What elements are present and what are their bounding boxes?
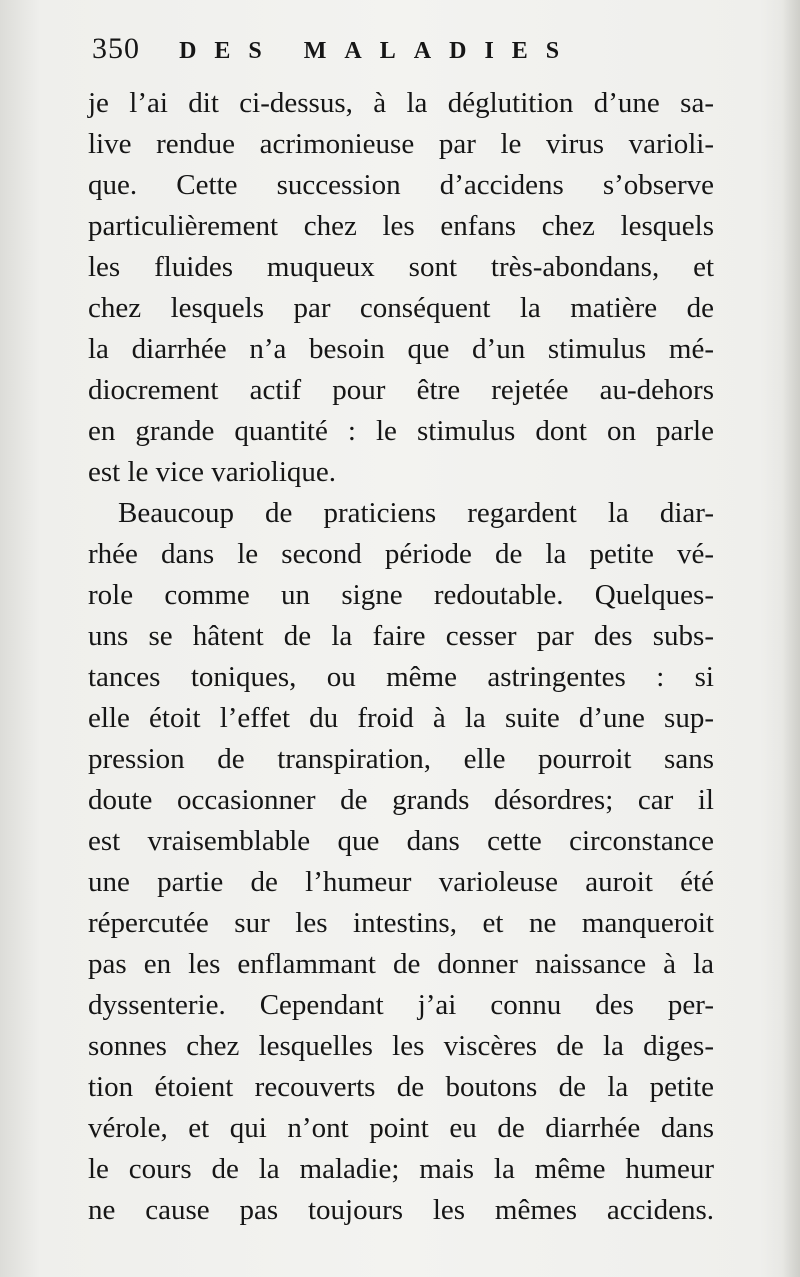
text-line-paragraph-end: est le vice variolique.: [88, 456, 337, 488]
text-line: sonnes chez lesquelles les viscères de la diges-: [88, 1030, 714, 1062]
text-line: doute occasionner de grands désordres; car il: [88, 784, 714, 816]
page-edge-shadow: [782, 0, 800, 1277]
text-line: live rendue acrimonieuse par le virus varioli-: [88, 128, 714, 160]
text-line: uns se hâtent de la faire cesser par des subs-: [88, 620, 714, 652]
text-line: role comme un signe redoutable. Quelques-: [88, 579, 714, 611]
text-line: tion étoient recouverts de boutons de la petite: [88, 1071, 714, 1103]
text-line: rhée dans le second période de la petite vé-: [88, 538, 714, 570]
text-line: la diarrhée n’a besoin que d’un stimulus mé-: [88, 333, 714, 365]
text-line: dyssenterie. Cependant j’ai connu des per-: [88, 989, 714, 1021]
text-line: vérole, et qui n’ont point eu de diarrhée dans: [88, 1112, 714, 1144]
text-line: ne cause pas toujours les mêmes accidens.: [88, 1194, 714, 1226]
text-line: une partie de l’humeur varioleuse auroit été: [88, 866, 714, 898]
text-line: je l’ai dit ci-dessus, à la déglutition d’une sa-: [88, 87, 714, 119]
text-line: elle étoit l’effet du froid à la suite d’une sup-: [88, 702, 714, 734]
text-line: que. Cette succession d’accidens s’observe: [88, 169, 714, 201]
page-number: 350: [92, 32, 140, 65]
text-line: pas en les enflammant de donner naissance à la: [88, 948, 714, 980]
text-line: particulièrement chez les enfans chez lesquels: [88, 210, 714, 242]
text-line: pression de transpiration, elle pourroit sans: [88, 743, 714, 775]
text-line: est vraisemblable que dans cette circonstance: [88, 825, 714, 857]
page-header: [92, 32, 712, 72]
body-text: [88, 83, 714, 1243]
text-line: le cours de la maladie; mais la même humeur: [88, 1153, 714, 1185]
text-line-paragraph-start: Beaucoup de praticiens regardent la diar-: [118, 497, 714, 529]
text-line: en grande quantité : le stimulus dont on parle: [88, 415, 714, 447]
text-line: diocrement actif pour être rejetée au-dehors: [88, 374, 714, 406]
text-line: chez lesquels par conséquent la matière de: [88, 292, 714, 324]
text-line: répercutée sur les intestins, et ne manqueroit: [88, 907, 714, 939]
text-line: tances toniques, ou même astringentes : si: [88, 661, 714, 693]
running-title: DES MALADIES: [179, 38, 578, 64]
text-line: les fluides muqueux sont très-abondans, et: [88, 251, 714, 283]
